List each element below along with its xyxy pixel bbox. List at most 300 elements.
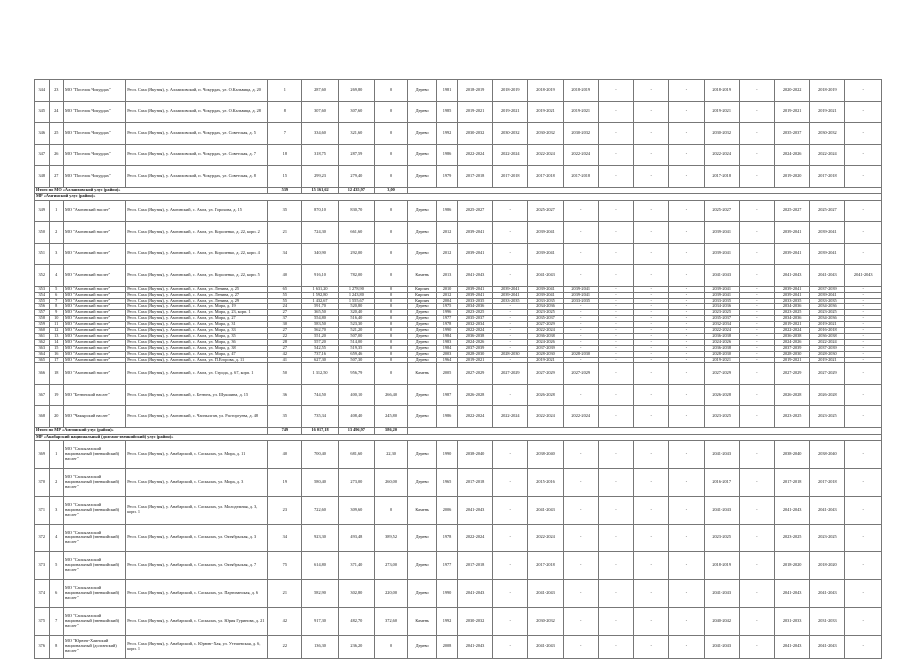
table-cell: -: [739, 222, 774, 244]
table-cell: 2039-2041: [775, 222, 810, 244]
table-cell: -: [669, 328, 704, 334]
total-value: 586,20: [374, 427, 407, 434]
table-cell: 2016-2017: [704, 468, 739, 496]
table-cell: -: [563, 345, 598, 351]
total-value: 539: [268, 187, 302, 194]
table-cell: Дерево: [408, 524, 437, 552]
table-cell: 245,80: [374, 406, 407, 428]
table-cell: 2027-2029: [704, 363, 739, 385]
table-cell: 2041-2043: [775, 265, 810, 287]
table-cell: 8: [49, 635, 64, 658]
table-cell: 360: [35, 328, 50, 334]
table-cell: 2039-2041: [775, 292, 810, 298]
table-cell: 2041-2043: [704, 635, 739, 658]
table-cell: -: [493, 345, 528, 351]
table-cell: Респ. Саха (Якутия), у. Аллаиховский, п. Чокурдах, ул. Советская, д. 8: [126, 166, 268, 188]
table-cell: 287,60: [302, 80, 338, 102]
table-cell: 1986: [437, 406, 458, 428]
table-cell: 5: [49, 552, 64, 580]
table-cell: 2013: [437, 265, 458, 287]
table-cell: МО "Поселок Чокурдах": [64, 166, 126, 188]
table-cell: МО "Амгинский наслег": [64, 286, 126, 292]
table-cell: 1965: [437, 468, 458, 496]
table-cell: -: [845, 441, 882, 469]
table-cell: -: [634, 316, 669, 322]
table-cell: -: [563, 357, 598, 363]
table-cell: -: [634, 144, 669, 166]
table-cell: -: [845, 200, 882, 222]
table-cell: -: [739, 298, 774, 304]
table-cell: 1986: [437, 144, 458, 166]
table-cell: 659,46: [338, 351, 374, 357]
table-cell: -: [598, 635, 633, 658]
table-cell: 2034-2036: [704, 304, 739, 310]
table-cell: 307,60: [338, 101, 374, 123]
table-cell: 2028-2030: [528, 351, 563, 357]
table-cell: 2027-2029: [493, 363, 528, 385]
table-cell: 27: [268, 310, 302, 316]
table-cell: -: [598, 333, 633, 339]
table-cell: -: [669, 304, 704, 310]
table-row: [35, 524, 882, 552]
table-cell: 2019-2021: [457, 101, 492, 123]
table-cell: 2018-2019: [704, 80, 739, 102]
table-cell: -: [669, 292, 704, 298]
table-cell: 2019-2021: [810, 322, 845, 328]
table-cell: -: [493, 441, 528, 469]
table-cell: -: [845, 80, 882, 102]
table-cell: 362: [35, 339, 50, 345]
table-cell: 3: [49, 496, 64, 524]
table-cell: 2018-2019: [704, 552, 739, 580]
table-cell: 0: [374, 166, 407, 188]
table-cell: 354: [35, 292, 50, 298]
table-cell: 1 432,67: [302, 298, 338, 304]
table-cell: 627,30: [302, 357, 338, 363]
table-cell: -: [598, 363, 633, 385]
table-cell: -: [669, 351, 704, 357]
table-cell: 361: [35, 333, 50, 339]
table-cell: 2023-2025: [704, 310, 739, 316]
table-cell: 2018-2020: [775, 552, 810, 580]
table-cell: Дерево: [408, 580, 437, 608]
table-cell: -: [598, 166, 633, 188]
table-cell: -: [739, 328, 774, 334]
table-cell: 0: [374, 222, 407, 244]
table-cell: 0: [374, 286, 407, 292]
table-row: [35, 580, 882, 608]
table-cell: 2028-2030: [457, 351, 492, 357]
table-cell: 1996: [437, 310, 458, 316]
table-cell: 2018-2019: [563, 80, 598, 102]
total-value: 12 435,97: [338, 187, 374, 194]
table-cell: 722,60: [302, 496, 338, 524]
table-cell: 18: [49, 363, 64, 385]
table-cell: МО "Амгинский наслег": [64, 304, 126, 310]
table-cell: 554,80: [302, 316, 338, 322]
table-cell: 2003: [437, 351, 458, 357]
table-cell: 292,00: [338, 243, 374, 265]
table-cell: 1 312,50: [302, 363, 338, 385]
table-cell: 2033-2035: [810, 298, 845, 304]
table-cell: 2012: [437, 222, 458, 244]
table-cell: 260,00: [374, 468, 407, 496]
table-cell: -: [634, 339, 669, 345]
table-cell: 2039-2041: [704, 286, 739, 292]
table-cell: -: [493, 339, 528, 345]
table-cell: -: [739, 552, 774, 580]
table-cell: 25: [49, 123, 64, 145]
table-cell: -: [845, 316, 882, 322]
table-cell: -: [845, 286, 882, 292]
table-cell: 2039-2041: [457, 286, 492, 292]
table-cell: 2028-2030: [704, 351, 739, 357]
table-cell: -: [739, 200, 774, 222]
table-cell: -: [598, 123, 633, 145]
table-cell: 2017-2018: [563, 166, 598, 188]
table-cell: 2037-2039: [528, 345, 563, 351]
table-cell: -: [598, 345, 633, 351]
table-cell: -: [634, 298, 669, 304]
table-cell: 2041-2043: [810, 496, 845, 524]
table-cell: 700,40: [302, 441, 338, 469]
table-cell: МО "Амгинский наслег": [64, 357, 126, 363]
table-cell: 273,00: [374, 552, 407, 580]
table-cell: 364: [35, 351, 50, 357]
table-cell: 2019-2021: [528, 101, 563, 123]
table-cell: 870,10: [302, 200, 338, 222]
table-cell: МО "Поселок Чокурдах": [64, 80, 126, 102]
table-cell: -: [634, 322, 669, 328]
table-cell: 28: [268, 339, 302, 345]
table-row: [35, 222, 882, 244]
table-cell: 373: [35, 552, 50, 580]
table-cell: 42: [268, 351, 302, 357]
table-cell: -: [669, 265, 704, 287]
table-cell: 2026-2028: [704, 384, 739, 406]
table-cell: Дерево: [408, 200, 437, 222]
table-cell: 782,00: [338, 265, 374, 287]
table-cell: 681,60: [338, 441, 374, 469]
table-cell: 220,00: [374, 580, 407, 608]
table-cell: 0: [374, 310, 407, 316]
table-cell: 542,55: [302, 345, 338, 351]
table-cell: 0: [374, 363, 407, 385]
table-cell: 11: [49, 322, 64, 328]
table-cell: 50: [268, 363, 302, 385]
table-cell: 2030-2032: [457, 123, 492, 145]
table-cell: 2041-2043: [810, 265, 845, 287]
table-cell: 2031-2033: [775, 607, 810, 635]
table-cell: -: [598, 351, 633, 357]
table-cell: 2022-2024: [775, 328, 810, 334]
table-cell: -: [634, 468, 669, 496]
table-cell: -: [563, 265, 598, 287]
table-cell: МО "Амгинский наслег": [64, 265, 126, 287]
table-cell: -: [634, 406, 669, 428]
table-cell: 1977: [437, 316, 458, 322]
table-cell: 2022-2024: [457, 524, 492, 552]
table-cell: 2036-2038: [704, 345, 739, 351]
table-cell: 0: [374, 316, 407, 322]
table-cell: 2039-2041: [810, 243, 845, 265]
table-cell: 614,80: [302, 552, 338, 580]
table-cell: 2018-2019: [810, 80, 845, 102]
table-cell: 6: [49, 292, 64, 298]
table-cell: -: [563, 524, 598, 552]
table-row: [35, 144, 882, 166]
table-cell: 2015-2016: [528, 468, 563, 496]
table-cell: 2041-2043: [845, 265, 882, 287]
table-cell: Респ. Саха (Якутия), у. Анабарский, с. Саскылах, ул. Партизанская, д. 6: [126, 580, 268, 608]
table-cell: 9: [49, 310, 64, 316]
table-cell: -: [563, 316, 598, 322]
table-cell: Респ. Саха (Якутия), у. Амгинский, с. Амга, ул. П.Егорова, д. 11: [126, 357, 268, 363]
table-cell: -: [598, 316, 633, 322]
table-cell: МО "Амгинский наслег": [64, 328, 126, 334]
table-cell: Респ. Саха (Якутия), у. Амгинский, с. Бетюнь, ул. Шукшина, д. 15: [126, 384, 268, 406]
table-cell: 352: [35, 265, 50, 287]
table-cell: -: [598, 292, 633, 298]
table-cell: 2039-2041: [528, 286, 563, 292]
table-cell: 2010: [437, 286, 458, 292]
table-cell: МО "Бетюнский наслег": [64, 384, 126, 406]
table-cell: -: [563, 222, 598, 244]
table-cell: 1984: [437, 333, 458, 339]
table-cell: 2039-2041: [704, 243, 739, 265]
table-cell: 2039-2041: [457, 222, 492, 244]
table-cell: 0: [374, 123, 407, 145]
table-cell: -: [739, 144, 774, 166]
table-cell: 2039-2041: [775, 243, 810, 265]
table-cell: 3: [49, 243, 64, 265]
table-row: [35, 101, 882, 123]
table-cell: Дерево: [408, 333, 437, 339]
table-cell: Кирпич: [408, 298, 437, 304]
table-cell: 2034-2036: [775, 316, 810, 322]
table-cell: 2004: [437, 298, 458, 304]
table-cell: -: [598, 406, 633, 428]
table-cell: 40: [268, 441, 302, 469]
table-cell: -: [845, 292, 882, 298]
table-cell: 2019-2021: [704, 357, 739, 363]
table-cell: 0: [374, 496, 407, 524]
table-cell: -: [563, 552, 598, 580]
table-cell: 2041-2043: [528, 580, 563, 608]
table-cell: Респ. Саха (Якутия), у. Амгинский, с. Амга, ул. Короленко, д. 22, корп. 2: [126, 222, 268, 244]
table-cell: 2035-2037: [528, 316, 563, 322]
table-cell: 1987: [437, 384, 458, 406]
table-cell: -: [845, 166, 882, 188]
table-cell: 1 631,20: [302, 286, 338, 292]
table-cell: 7: [49, 607, 64, 635]
table-cell: 19: [49, 384, 64, 406]
table-cell: Респ. Саха (Якутия), у. Амгинский, с. Амга, ул. Мира, д. 19: [126, 304, 268, 310]
table-cell: 724,30: [302, 222, 338, 244]
table-cell: 349: [35, 200, 50, 222]
table-cell: Дерево: [408, 304, 437, 310]
table-cell: -: [563, 339, 598, 345]
table-cell: -: [598, 496, 633, 524]
table-row: [35, 166, 882, 188]
table-cell: 2022-2024: [493, 144, 528, 166]
table-cell: 4: [49, 265, 64, 287]
table-cell: -: [669, 441, 704, 469]
table-cell: Респ. Саха (Якутия), у. Амгинский, с. Амга, ул. Мира, д. 35: [126, 333, 268, 339]
total-label: Итого по МО «Аллаиховский улус (район)»: [35, 187, 268, 194]
table-cell: 1: [49, 200, 64, 222]
table-cell: -: [845, 351, 882, 357]
table-cell: -: [493, 384, 528, 406]
table-cell: -: [598, 322, 633, 328]
table-cell: Респ. Саха (Якутия), у. Амгинский, с. Амга, ул. Мира, д. 47: [126, 351, 268, 357]
table-cell: 7: [49, 298, 64, 304]
table-cell: 345: [35, 101, 50, 123]
table-cell: 2006: [437, 496, 458, 524]
table-cell: Респ. Саха (Якутия), у. Анабарский, с. Саскылах, ул. Октябрьская, д. 7: [126, 552, 268, 580]
table-cell: 344: [35, 80, 50, 102]
table-cell: 22,30: [374, 441, 407, 469]
table-cell: Камень: [408, 607, 437, 635]
table-cell: 2033-2035: [457, 298, 492, 304]
table-cell: МО "Амгинский наслег": [64, 339, 126, 345]
table-cell: 2033-2035: [563, 298, 598, 304]
table-cell: -: [493, 524, 528, 552]
table-cell: -: [634, 333, 669, 339]
table-cell: 582,90: [302, 580, 338, 608]
table-cell: 2030-2032: [493, 123, 528, 145]
table-cell: -: [845, 552, 882, 580]
table-cell: 24: [49, 101, 64, 123]
table-cell: -: [669, 524, 704, 552]
table-cell: -: [739, 80, 774, 102]
table-row: [35, 200, 882, 222]
table-cell: 4: [49, 524, 64, 552]
table-cell: 12: [49, 328, 64, 334]
table-cell: 18: [268, 144, 302, 166]
table-cell: 2025-2027: [810, 200, 845, 222]
table-cell: 2036-2038: [775, 333, 810, 339]
table-cell: -: [634, 304, 669, 310]
table-cell: 2008: [437, 635, 458, 658]
table-cell: Респ. Саха (Якутия), у. Амгинский, с. Амга, ул. Короленко, д. 22, корп. 5: [126, 265, 268, 287]
table-cell: МО "Чакырский наслег": [64, 406, 126, 428]
table-cell: 136,30: [302, 635, 338, 658]
table-cell: 2023-2025: [775, 524, 810, 552]
table-cell: 2020-2022: [775, 80, 810, 102]
table-cell: -: [598, 310, 633, 316]
table-cell: 0: [374, 144, 407, 166]
table-cell: 1984: [437, 345, 458, 351]
table-cell: -: [669, 222, 704, 244]
table-cell: 1 592,80: [302, 292, 338, 298]
table-cell: -: [493, 265, 528, 287]
table-cell: 1990: [437, 580, 458, 608]
table-cell: 2022-2024: [457, 328, 492, 334]
table-cell: -: [845, 524, 882, 552]
table-cell: 363: [35, 345, 50, 351]
table-cell: Дерево: [408, 80, 437, 102]
table-cell: 370: [35, 468, 50, 496]
table-cell: 17: [49, 357, 64, 363]
table-cell: 400,10: [338, 384, 374, 406]
table-cell: -: [669, 607, 704, 635]
table-cell: 2017-2018: [457, 552, 492, 580]
table-cell: 1981: [437, 80, 458, 102]
table-cell: 2030-2032: [563, 123, 598, 145]
table-cell: 2017-2018: [457, 166, 492, 188]
table-cell: -: [845, 222, 882, 244]
table-cell: 2022-2024: [528, 328, 563, 334]
table-cell: -: [669, 322, 704, 328]
table-cell: 2041-2043: [775, 496, 810, 524]
table-cell: -: [598, 384, 633, 406]
table-cell: 42: [268, 607, 302, 635]
table-cell: -: [563, 384, 598, 406]
table-cell: Дерево: [408, 351, 437, 357]
table-cell: 2017-2018: [775, 468, 810, 496]
table-cell: МО "Амгинский наслег": [64, 345, 126, 351]
table-cell: 744,50: [302, 384, 338, 406]
table-cell: 2041-2043: [457, 580, 492, 608]
table-cell: Респ. Саха (Якутия), у. Аллаиховский, п. Чокурдах, ул. О.Кальвица, д. 20: [126, 80, 268, 102]
table-cell: -: [598, 101, 633, 123]
table-cell: -: [634, 310, 669, 316]
table-cell: -: [493, 607, 528, 635]
table-cell: 21: [268, 580, 302, 608]
table-cell: 358: [35, 316, 50, 322]
table-cell: -: [845, 328, 882, 334]
table-cell: -: [493, 496, 528, 524]
table-cell: -: [845, 635, 882, 658]
table-cell: 1986: [437, 200, 458, 222]
table-cell: -: [493, 328, 528, 334]
table-cell: Респ. Саха (Якутия), у. Амгинский, с. Амга, ул. Горохова, д. 15: [126, 200, 268, 222]
table-cell: -: [845, 243, 882, 265]
table-cell: 34: [268, 243, 302, 265]
table-cell: Дерево: [408, 552, 437, 580]
table-cell: -: [563, 635, 598, 658]
table-cell: -: [634, 345, 669, 351]
table-cell: -: [563, 333, 598, 339]
table-cell: Респ. Саха (Якутия), у. Амгинский, с. Амга, ул. Мира, д. 38: [126, 345, 268, 351]
table-cell: Дерево: [408, 243, 437, 265]
table-cell: 2039-2041: [457, 292, 492, 298]
table-cell: 2034-2036: [775, 304, 810, 310]
table-cell: 516,40: [338, 316, 374, 322]
table-cell: 2028-2030: [493, 351, 528, 357]
table-cell: 273,00: [338, 468, 374, 496]
table-cell: -: [598, 339, 633, 345]
table-cell: 0: [374, 80, 407, 102]
table-cell: 0: [374, 322, 407, 328]
table-cell: 2019-2021: [493, 101, 528, 123]
table-cell: 507,30: [338, 357, 374, 363]
table-cell: -: [739, 580, 774, 608]
table-row: [35, 265, 882, 287]
table-row: [35, 496, 882, 524]
table-cell: -: [634, 101, 669, 123]
table-cell: 8: [268, 101, 302, 123]
table-cell: 2039-2041: [563, 286, 598, 292]
table-cell: -: [739, 123, 774, 145]
table-cell: 2033-2035: [775, 298, 810, 304]
table-cell: 307,60: [302, 101, 338, 123]
table-cell: 55: [268, 292, 302, 298]
table-cell: 1 243,80: [338, 292, 374, 298]
table-cell: 2034-2036: [528, 304, 563, 310]
table-cell: 2041-2043: [457, 496, 492, 524]
